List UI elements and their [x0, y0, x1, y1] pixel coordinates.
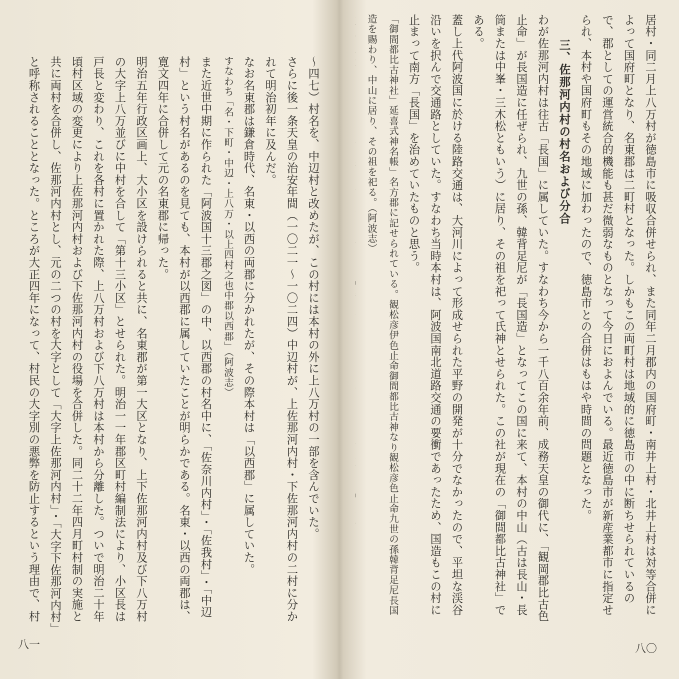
section-heading: 三、佐那河内村の村名および分合 — [558, 38, 572, 225]
paragraph: 明治五年行政区画上、大小区を設けられると共に、名東郡が第一大区となり、上下佐那河内村及び下八万村の大字上八万並びに中村を合して「第十三小区」とせられた。明治一一年郡区町村編制法により、小区長は戸長と変わり、これを各村に置かれた際、上八万村および下八万村は本村から分離した。ついで明治二十年頃村区域の変更により上佐那河内村および下佐那河内村の役場を合併した。同二十二年四月町村制の実施と共に両村を合併し、佐那河内村とし、元の二つの村を大字として「大字上佐那河内村」・「大字下佐那河内村」と呼称されることとなった。ところが大正四年になって、村民の大字別の悪弊を防止するという理由で、村 — [28, 56, 148, 630]
paragraph: また近世中期に作られた「阿波国十三郡之図」の中、以西郡の村名中に、「佐奈川内村」・「佐我村」・「中辺村」という村名があるのを見ても、本村が以西郡に属していたことが明らかである。名東・以西の両郡は、寛文四年に合併して元の名東郡に帰った。 — [156, 56, 213, 623]
left-page — [0, 0, 336, 679]
paragraph: 居村・同二月上八万村が徳島市に吸収合併せられ、また同年二月郡内の国府町・南井上村・北井上村は対等合併によって国府町となり、名東郡は二町村となった。しかもこの両町村は地域的に徳島市の中に断ちせられているので、郡としての運営統合的機能も甚だ微弱なものとなって今日におよんでいる。最近徳島市が新産業都市に指定せられ、本村や国府町もその地域に加わったので、徳島市との合併はもはや時間の問題となった。 — [579, 14, 657, 616]
page-number-right: 八〇 — [635, 642, 657, 655]
citation-note: すなわち「名・下町・中辺・上八万・以上四村之也中郡以西郡」（阿波志） — [222, 56, 233, 398]
right-page — [343, 0, 679, 679]
right-page-body-text — [355, 14, 661, 624]
citation-note: 「御間都比古神社」延喜式神名帳」名方郡に記せられている。観松彦伊色止命御間都比古神なり観松彦色止命九世の孫韓背足尼長国造を賜わり、中山に居り、その祖を祀る。（阿波志） — [365, 14, 398, 616]
paragraph: なお名東郡は鎌倉時代、名東・以西の両郡に分かれたが、その際本村は「以西郡」に属していた。 — [242, 56, 256, 576]
paragraph: 〜四七）村名を、中辺村と改めたが、この村には本村の外に上八万村の一部を含んでいた。 — [307, 56, 320, 540]
paragraph: 蓋し上代阿波国に於ける陸路交通は、大河川によって形成せられた平野の開発が十分でなかったので、平坦な渓谷沿いを択んで交通路としていた。すなわち当時本村は、阿波国南北道路交通の要衝であったため、国造もこの村に止まって南方「長国」を治めていたものと思う。 — [407, 14, 464, 616]
paragraph: さらに後一条天皇の治安年間（一〇二一〜一〇二四）中辺村が、上佐那河内村・下佐那河内村の二村に分かれて明治初年に及んだ。 — [264, 56, 299, 623]
left-page-body-text — [28, 56, 324, 632]
page-number-left: 八一 — [18, 638, 40, 651]
paragraph — [355, 14, 360, 624]
paragraph: わが佐那河内村は往古「長国」に属していた。すなわち今から一千八百余年前、成務天皇の御代に、「観岡郡比古色止命」が長国造に任ぜられ、九世の孫、韓背足尼が「長国造」となってこの国に来て、本村の中山（古は長山・長筒または中峯・三木松ともいう）に居り、その祖を祀って氏神とせられた。この社が現在の「御間都比古神社」である。 — [472, 14, 550, 622]
